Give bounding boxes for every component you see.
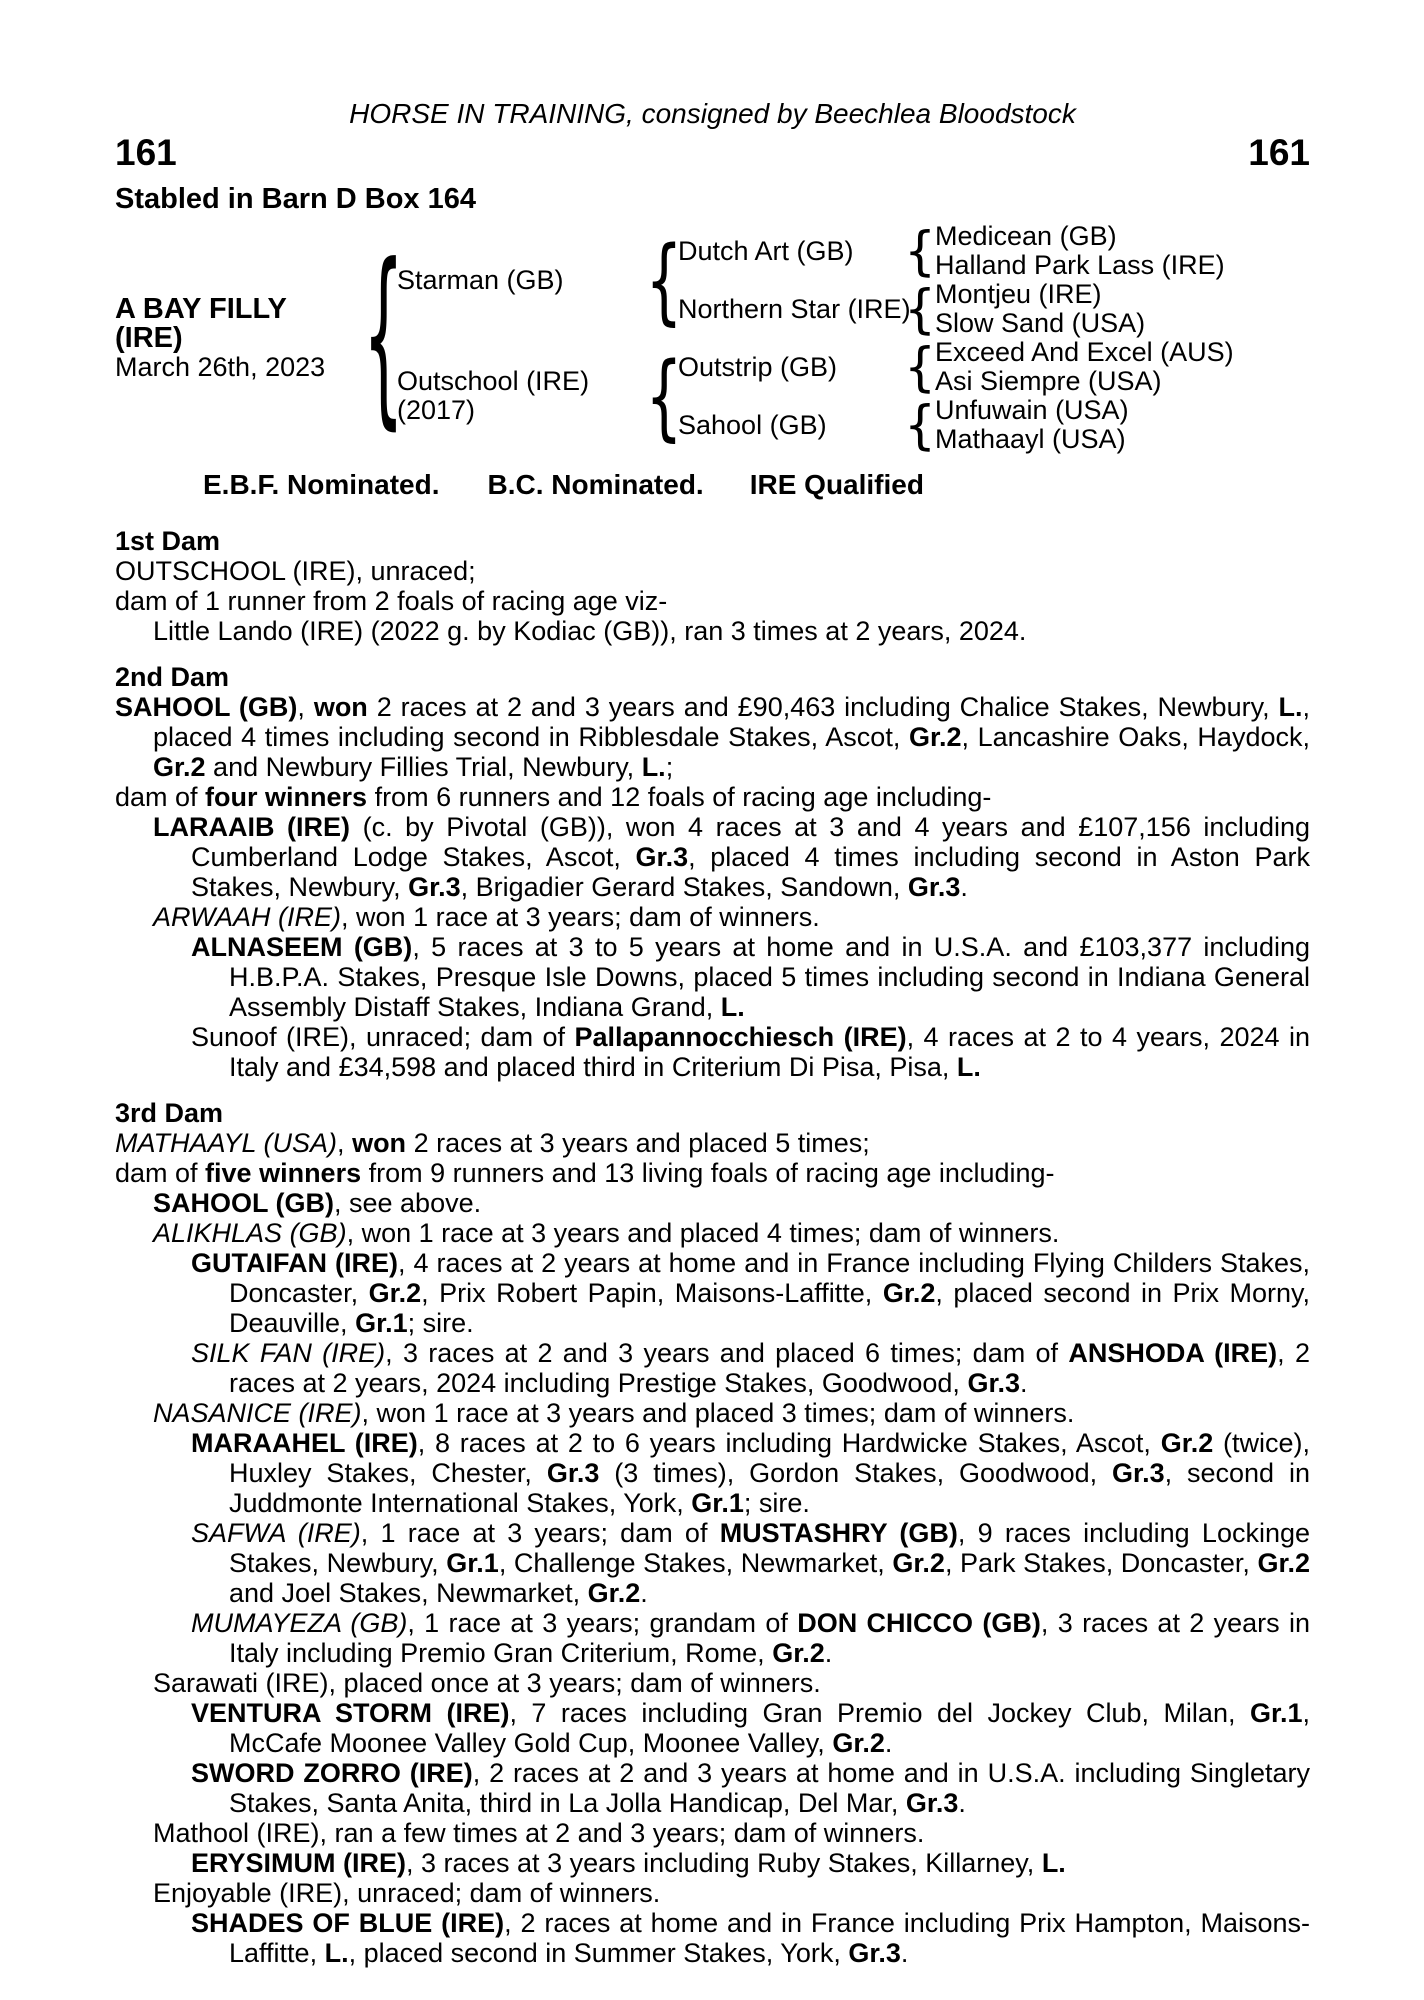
produce-record: Mathool (IRE), ran a few times at 2 and 3 years; dam of winners. — [153, 1818, 925, 1848]
produce-record: MATHAAYL (USA), won 2 races at 3 years and placed 5 times; — [115, 1128, 870, 1158]
produce-record: Little Lando (IRE) (2022 g. by Kodiac (GB)), ran 3 times at 2 years, 2024. — [153, 616, 1027, 646]
great-granddam-1: Halland Park Lass (IRE) — [935, 250, 1225, 280]
section-heading: 1st Dam — [115, 526, 221, 556]
produce-record: SHADES OF BLUE (IRE), 2 races at home and in France including Prix Hampton, Maisons-Laffitte, L., placed second in Summer Stakes, York, Gr.3. — [191, 1908, 1310, 1968]
subject-suffix: (IRE) — [115, 321, 183, 354]
dam-name — [397, 367, 650, 425]
produce-record: dam of four winners from 6 runners and 12 foals of racing age including- — [115, 782, 992, 812]
produce-record: MARAAHEL (IRE), 8 races at 2 to 6 years including Hardwicke Stakes, Ascot, Gr.2 (twice), Huxley Stakes, Chester, Gr.3 (3 times), Gordon Stakes, Goodwood, Gr.3, second in Juddmonte International Stakes, York, Gr.1; sire. — [191, 1428, 1310, 1518]
sire-sire-name: Dutch Art (GB) — [678, 235, 854, 266]
produce-record: MUMAYEZA (GB), 1 race at 3 years; grandam of DON CHICCO (GB), 3 races at 2 years in Italy including Premio Gran Criterium, Rome, Gr.2. — [191, 1608, 1311, 1668]
produce-record: Sarawati (IRE), placed once at 3 years; dam of winners. — [153, 1668, 821, 1698]
sire-name: Starman (GB) — [397, 264, 564, 295]
produce-record: dam of 1 runner from 2 foals of racing age viz- — [115, 586, 668, 616]
produce-record: SILK FAN (IRE), 3 races at 2 and 3 years and placed 6 times; dam of ANSHODA (IRE), 2 races at 2 years, 2024 including Prestige Stakes, Goodwood, Gr.3. — [191, 1338, 1310, 1398]
ebf-nominated-label: E.B.F. Nominated. — [203, 469, 440, 500]
great-granddam-3: Asi Siempre (USA) — [935, 366, 1162, 396]
great-granddam-4: Mathaayl (USA) — [935, 424, 1126, 454]
consignor-line: HORSE IN TRAINING, consigned by Beechlea Bloodstock — [349, 98, 1076, 129]
lot-number-right: 161 — [1248, 132, 1310, 173]
pedigree-brace-dam: { — [645, 340, 683, 452]
lot-number-left: 161 — [115, 132, 177, 173]
sire-dam-name: Northern Star (IRE) — [678, 293, 911, 324]
dam-year: (2017) — [397, 395, 476, 425]
produce-record: SWORD ZORRO (IRE), 2 races at 2 and 3 years at home and in U.S.A. including Singletary Stakes, Santa Anita, third in La Jolla Handicap, Del Mar, Gr.3. — [191, 1758, 1310, 1818]
pedigree-brace-gg1: { — [904, 220, 936, 282]
produce-record: ALIKHLAS (GB), won 1 race at 3 years and placed 4 times; dam of winners. — [153, 1218, 1060, 1248]
great-granddam-2: Slow Sand (USA) — [935, 308, 1146, 338]
produce-record: ALNASEEM (GB), 5 races at 3 to 5 years at home and in U.S.A. and £103,377 including H.B.P.A. Stakes, Presque Isle Downs, placed 5 times including second in Indiana General Assembly Distaff Stakes, Indiana Grand, L. — [191, 932, 1310, 1022]
bc-nominated-label: B.C. Nominated. — [487, 469, 704, 500]
pedigree-brace-gg2: { — [904, 278, 936, 340]
pedigree-brace-gg3: { — [904, 336, 936, 398]
lot-number-row — [115, 132, 1310, 174]
dam-sire-name: Outstrip (GB) — [678, 351, 838, 382]
stabled-line: Stabled in Barn D Box 164 — [115, 183, 476, 215]
produce-record: NASANICE (IRE), won 1 race at 3 years and placed 3 times; dam of winners. — [153, 1398, 1075, 1428]
pedigree-brace-sire: { — [645, 224, 683, 336]
pedigree-table — [115, 222, 1310, 454]
produce-record: LARAAIB (IRE) (c. by Pivotal (GB)), won 4 races at 3 and 4 years and £107,156 including Cumberland Lodge Stakes, Ascot, Gr.3, placed 4 times including second in Aston Park Stakes, Newbury, Gr.3, Brigadier Gerard Stakes, Sandown, Gr.3. — [153, 812, 1311, 902]
produce-record: OUTSCHOOL (IRE), unraced; — [115, 556, 476, 586]
pedigree-brace-gg4: { — [904, 394, 936, 456]
great-grandsire-1: Medicean (GB) — [935, 221, 1117, 251]
great-grandsire-3: Exceed And Excel (AUS) — [935, 337, 1234, 367]
catalog-body — [115, 526, 1310, 1968]
subject-name: A BAY FILLY — [115, 292, 287, 325]
produce-record: dam of five winners from 9 runners and 13 living foals of racing age including- — [115, 1158, 1055, 1188]
dam-dam-name: Sahool (GB) — [678, 409, 827, 440]
great-grandsire-4: Unfuwain (USA) — [935, 395, 1129, 425]
produce-record: SAHOOL (GB), won 2 races at 2 and 3 years and £90,463 including Chalice Stakes, Newbury, L., placed 4 times including second in Ribblesdale Stakes, Ascot, Gr.2, Lancashire Oaks, Haydock, Gr.2 and Newbury Fillies Trial, Newbury, L.; — [115, 692, 1310, 782]
ire-qualified-label: IRE Qualified — [749, 469, 924, 500]
produce-record: Sunoof (IRE), unraced; dam of Pallapannocchiesch (IRE), 4 races at 2 to 4 years, 2024 in Italy and £34,598 and placed third in Criterium Di Pisa, Pisa, L. — [191, 1022, 1310, 1082]
nominations-row — [115, 470, 1310, 500]
dam-name-line: Outschool (IRE) — [397, 366, 590, 396]
great-grandsire-2: Montjeu (IRE) — [935, 279, 1102, 309]
produce-record: Enjoyable (IRE), unraced; dam of winners. — [153, 1878, 661, 1908]
subject-foaling-date: March 26th, 2023 — [115, 351, 326, 382]
produce-record: SAHOOL (GB), see above. — [153, 1188, 482, 1218]
section-heading: 2nd Dam — [115, 662, 230, 692]
produce-record: GUTAIFAN (IRE), 4 races at 2 years at home and in France including Flying Childers Stakes, Doncaster, Gr.2, Prix Robert Papin, Maisons-Laffitte, Gr.2, placed second in Prix Morny, Deauville, Gr.1; sire. — [191, 1248, 1311, 1338]
produce-record: ARWAAH (IRE), won 1 race at 3 years; dam of winners. — [153, 902, 820, 932]
produce-record: ERYSIMUM (IRE), 3 races at 3 years including Ruby Stakes, Killarney, L. — [191, 1848, 1066, 1878]
section-heading: 3rd Dam — [115, 1098, 224, 1128]
pedigree-brace-main: { — [363, 227, 404, 449]
subject-horse — [115, 292, 370, 382]
produce-record: SAFWA (IRE), 1 race at 3 years; dam of MUSTASHRY (GB), 9 races including Lockinge Stakes, Newbury, Gr.1, Challenge Stakes, Newmarket, Gr.2, Park Stakes, Doncaster, Gr.2 and Joel Stakes, Newmarket, Gr.2. — [191, 1518, 1311, 1608]
produce-record: VENTURA STORM (IRE), 7 races including Gran Premio del Jockey Club, Milan, Gr.1, McCafe Moonee Valley Gold Cup, Moonee Valley, Gr.2. — [191, 1698, 1310, 1758]
